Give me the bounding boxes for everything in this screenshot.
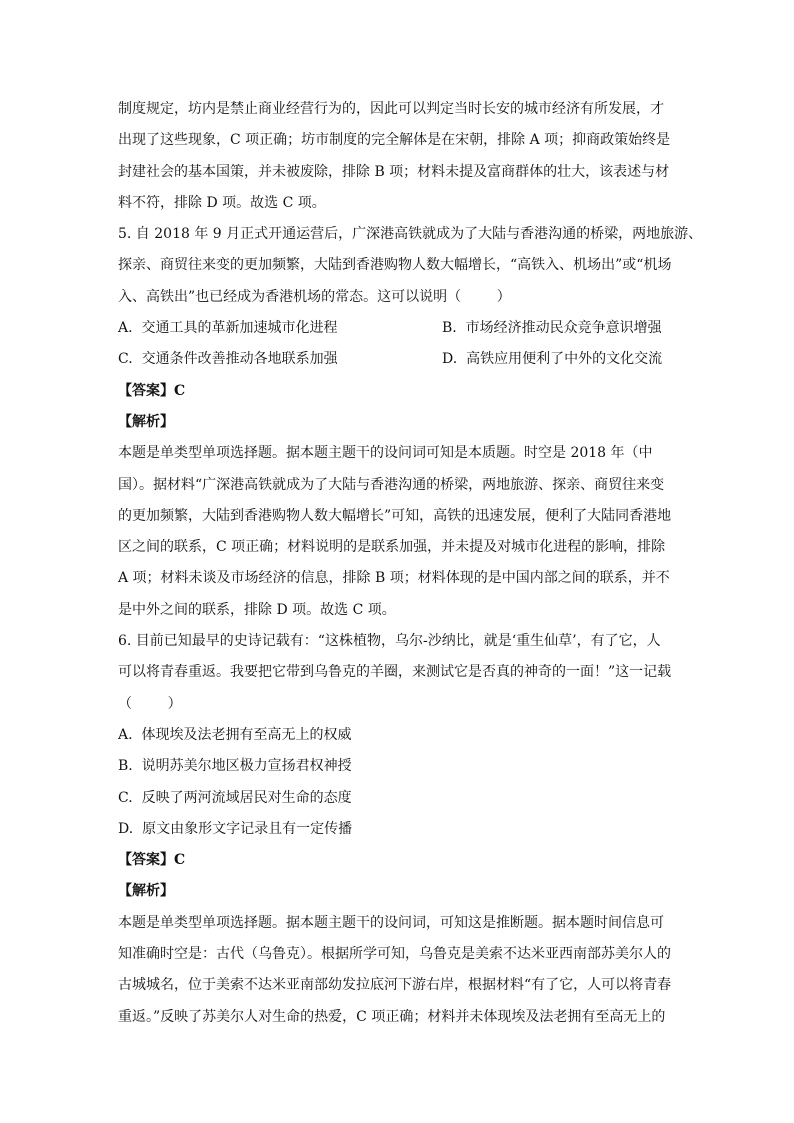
- analysis-line: 本题是单类型单项选择题。据本题主题干的设问词可知是本质题。时空是 2018 年（中: [118, 445, 653, 462]
- options-row: [118, 313, 676, 344]
- option-d: D. 原文由象形文字记录且有一定传播: [118, 820, 353, 837]
- options-row: [118, 344, 676, 375]
- text-line: 制度规定，坊内是禁止商业经营行为的，因此可以判定当时长安的城市经济有所发展，才: [118, 101, 664, 117]
- option-c: C. 交通条件改善推动各地联系加强: [118, 351, 338, 368]
- option-c: C. 反映了两河流域居民对生命的态度: [118, 789, 352, 806]
- option-a: A. 交通工具的革新加速城市化进程: [118, 320, 338, 337]
- answer-label: 【答案】C: [118, 382, 186, 399]
- previous-analysis-continuation: [118, 94, 676, 219]
- question-stem-line: 可以将青春重返。我要把它带到乌鲁克的羊圈，来测试它是否真的神奇的一面！”这一记载: [118, 664, 672, 681]
- question-stem-line: 入、高铁出”也已经成为香港机场的常态。这可以说明（ ）: [118, 288, 511, 305]
- text-line: 料不符，排除 D 项。故选 C 项。: [118, 194, 326, 211]
- option-a: A. 体现埃及法老拥有至高无上的权威: [118, 726, 352, 743]
- text-line: 出现了这些现象，C 项正确；坊市制度的完全解体是在宋朝，排除 A 项；抑商政策始终是: [118, 132, 671, 149]
- question-stem-line: 6. 目前已知最早的史诗记载有：“这株植物，乌尔-沙纳比，就是‘重生仙草’，有了它，人: [118, 633, 661, 650]
- option-d: D. 高铁应用便利了中外的文化交流: [442, 351, 663, 368]
- analysis-label: 【解析】: [118, 883, 174, 900]
- question-stem-line: 5. 自 2018 年 9 月正式开通运营后，广深港高铁就成为了大陆与香港沟通的桥梁，两地旅游、: [118, 226, 703, 243]
- analysis-line: 古城城名，位于美索不达米亚南部幼发拉底河下游右岸，根据材料“有了它，人可以将青春: [118, 977, 672, 994]
- option-b: B. 市场经济推动民众竞争意识增强: [442, 320, 662, 337]
- text-line: 封建社会的基本国策，并未被废除，排除 B 项；材料未提及富商群体的壮大，该表述与材: [118, 163, 670, 180]
- analysis-line: 是中外之间的联系，排除 D 项。故选 C 项。: [118, 601, 396, 618]
- option-b: B. 说明苏美尔地区极力宣扬君权神授: [118, 758, 352, 775]
- analysis-line: 国）。据材料“广深港高铁就成为了大陆与香港沟通的桥梁，两地旅游、探亲、商贸往来变: [118, 476, 665, 493]
- analysis-line: 的更加频繁，大陆到香港购物人数大幅增长”可知，高铁的迅速发展，便利了大陆同香港地: [118, 507, 672, 524]
- question-stem-line: （ ）: [118, 695, 182, 712]
- analysis-label: 【解析】: [118, 413, 174, 430]
- analysis-line: A 项；材料未谈及市场经济的信息，排除 B 项；材料体现的是中国内部之间的联系，并不: [118, 570, 670, 587]
- analysis-line: 本题是单类型单项选择题。据本题主题干的设问词，可知这是推断题。据本题时间信息可: [118, 914, 664, 931]
- question-stem-line: 探亲、商贸往来变的更加频繁，大陆到香港购物人数大幅增长，“高铁入、机场出”或“机场: [118, 257, 672, 274]
- analysis-line: 重返。”反映了苏美尔人对生命的热爱，C 项正确；材料并未体现埃及法老拥有至高无上的: [118, 1008, 666, 1025]
- question-6: [118, 626, 676, 1033]
- question-5: [118, 219, 703, 626]
- answer-label: 【答案】C: [118, 852, 186, 869]
- analysis-line: 知准确时空是：古代（乌鲁克）。根据所学可知，乌鲁克是美索不达米亚西南部苏美尔人的: [118, 946, 671, 963]
- analysis-line: 区之间的联系，C 项正确；材料说明的是联系加强，并未提及对城市化进程的影响，排除: [118, 539, 666, 556]
